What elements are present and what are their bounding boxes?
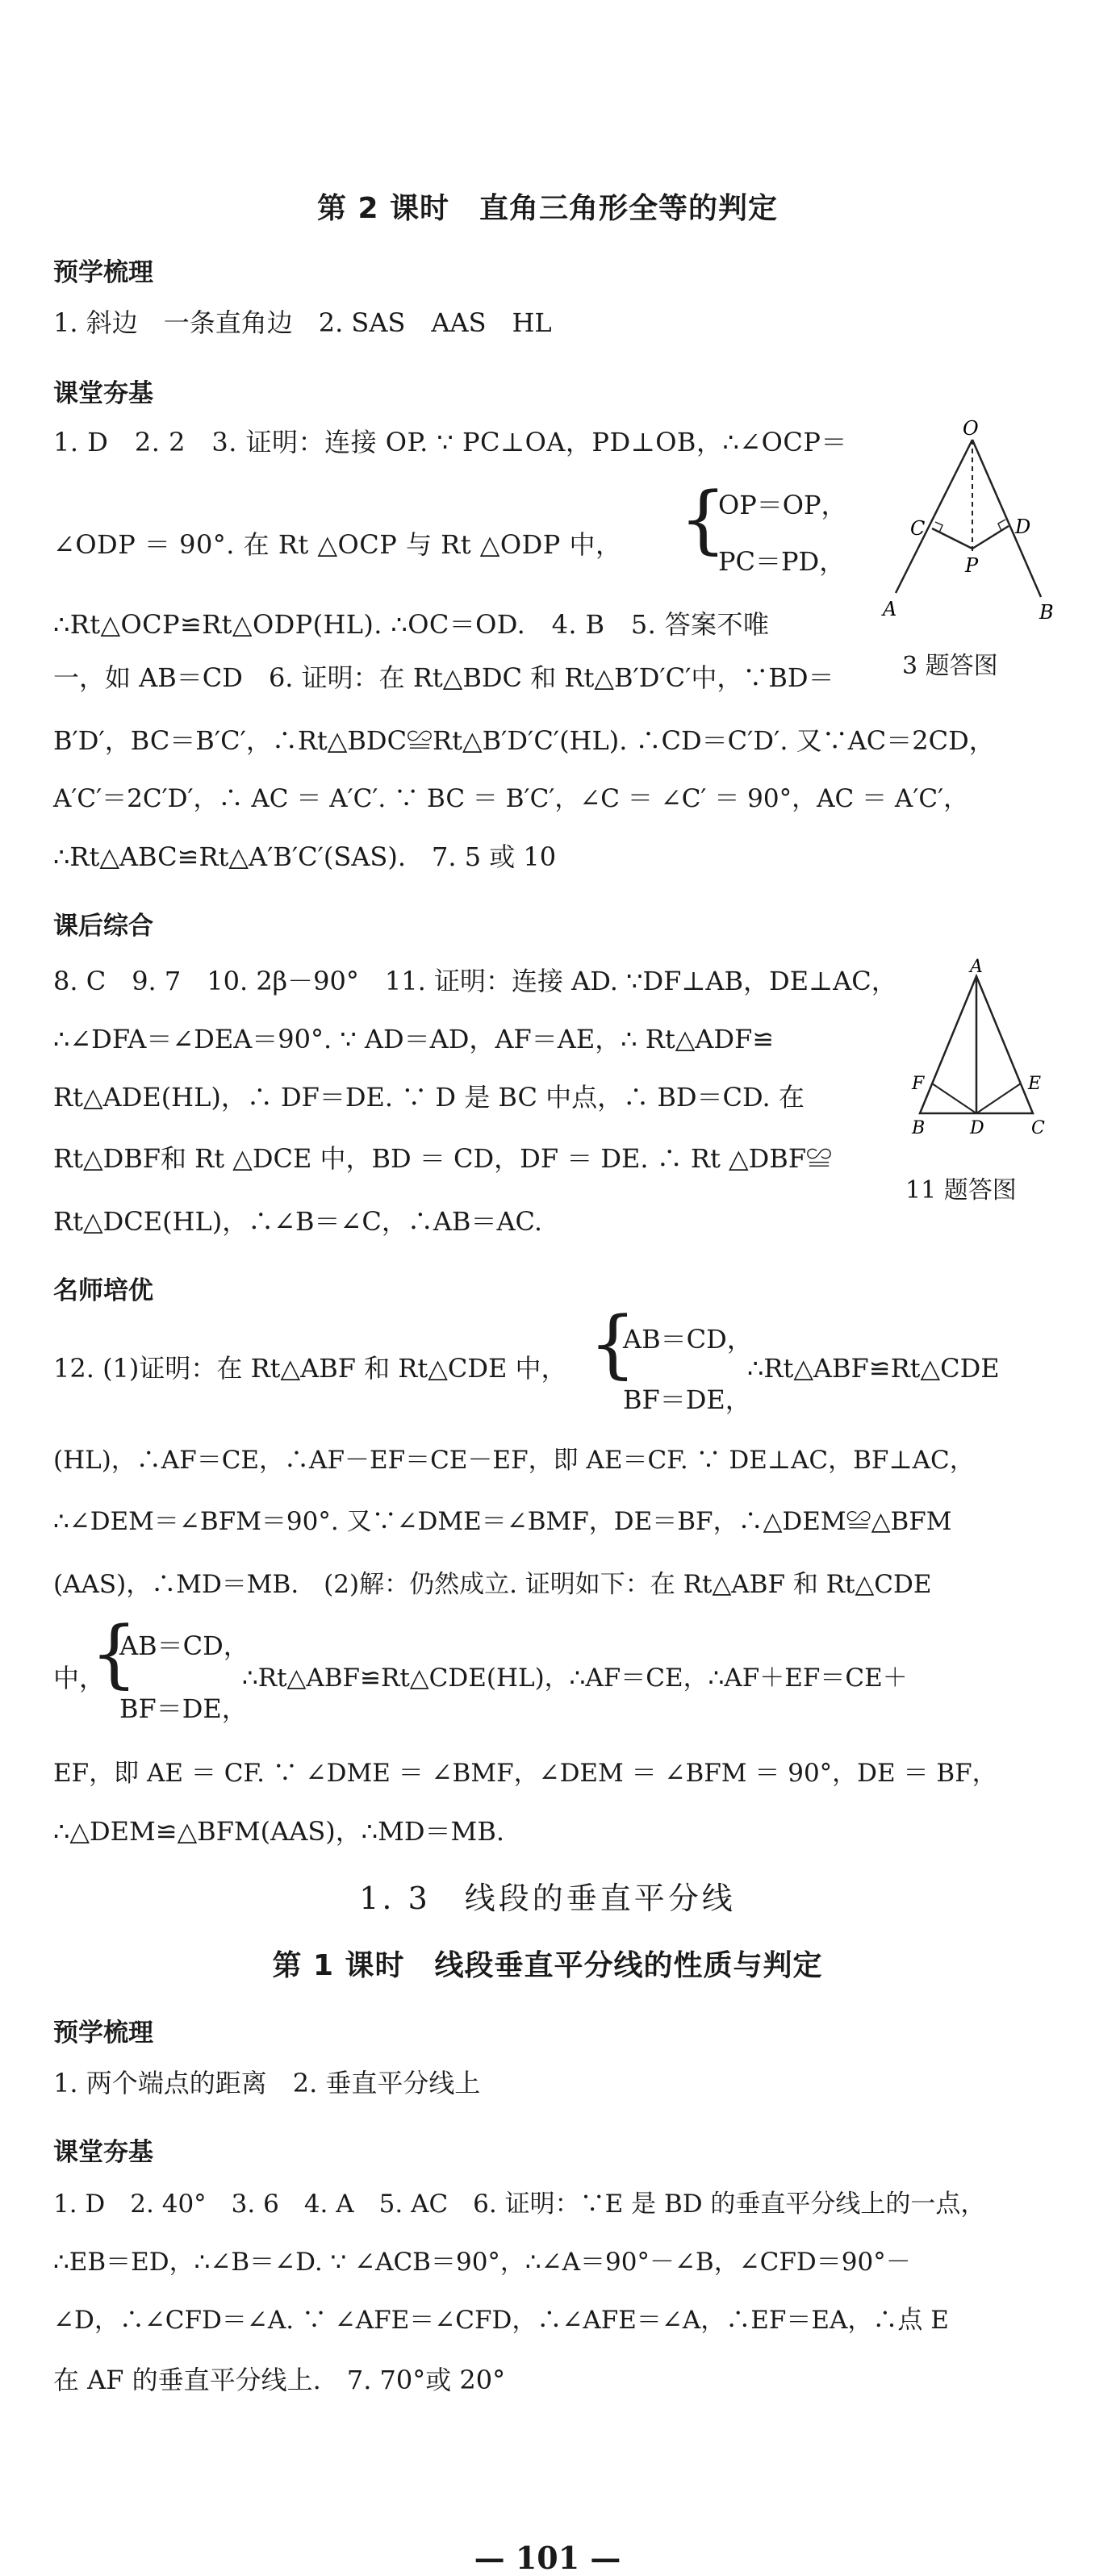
section-heading-master: 名师培优	[53, 1276, 153, 1305]
equation-system-line: OP＝OP，	[718, 490, 847, 520]
answer-line: 在 AF 的垂直平分线上. 7. 70°或 20°	[53, 2365, 506, 2395]
section-heading-after-class: 课后综合	[53, 912, 153, 941]
answer-line: Rt△ADE(HL)，∴ DF＝DE. ∵ D 是 BC 中点，∴ BD＝CD. 在	[53, 1082, 805, 1113]
section-heading-class: 课堂夯基	[53, 2138, 153, 2167]
answer-line: ∴EB＝ED，∴∠B＝∠D. ∵ ∠ACB＝90°，∴∠A＝90°－∠B，∠CFD＝90°－	[53, 2248, 911, 2277]
answer-line: Rt△DCE(HL)，∴∠B＝∠C，∴AB＝AC.	[53, 1206, 543, 1237]
answer-line: 1. D 2. 2 3. 证明：连接 OP. ∵ PC⊥OA，PD⊥OB，∴∠OCP＝	[53, 427, 847, 457]
section-heading-preview: 预学梳理	[53, 258, 153, 287]
answer-line: 1. D 2. 40° 3. 6 4. A 5. AC 6. 证明：∵E 是 BD 的垂直平分线上的一点，	[53, 2190, 986, 2219]
system-brace: {	[90, 1610, 138, 1697]
segment-de	[976, 1083, 1021, 1113]
ray-ob	[972, 440, 1041, 597]
lesson-title: 第 2 课时 直角三角形全等的判定	[316, 192, 779, 225]
label-c: C	[910, 517, 926, 540]
answer-line: (AAS)，∴MD＝MB. (2)解：仍然成立. 证明如下：在 Rt△ABF 和 Rt△CDE	[53, 1570, 932, 1599]
answer-line: EF，即 AE ＝ CF. ∵ ∠DME ＝ ∠BMF，∠DEM ＝ ∠BFM ＝ 90°，DE ＝ BF，	[53, 1759, 997, 1788]
ray-oa	[896, 440, 972, 593]
answer-line-continuation: ∴Rt△ABF≌Rt△CDE	[747, 1353, 1000, 1384]
equation-system-line: BF＝DE，	[119, 1693, 248, 1724]
answer-line: ∴Rt△ABC≌Rt△A′B′C′(SAS). 7. 5 或 10	[53, 841, 557, 872]
answer-line: 8. C 9. 7 10. 2β－90° 11. 证明：连接 AD. ∵DF⊥AB，DE⊥AC，	[53, 966, 897, 996]
answer-line: 中，	[53, 1663, 106, 1693]
answer-line: 12. (1)证明：在 Rt△ABF 和 Rt△CDE 中，	[53, 1353, 567, 1384]
segment-pd	[972, 526, 1009, 549]
label-d: D	[970, 1118, 984, 1138]
answer-line: 1. 斜边 一条直角边 2. SAS AAS HL	[53, 307, 552, 338]
figure-11-caption: 11 题答图	[905, 1176, 1017, 1204]
label-o: O	[963, 417, 979, 440]
answer-line: A′C′＝2C′D′，∴ AC ＝ A′C′. ∵ BC ＝ B′C′，∠C ＝ ∠C′ ＝ 90°，AC ＝ A′C′，	[53, 784, 969, 813]
answer-line: (HL)，∴AF＝CE，∴AF－EF＝CE－EF，即 AE＝CF. ∵ DE⊥AC，BF⊥AC，	[53, 1446, 975, 1475]
figure-3-caption: 3 题答图	[902, 652, 998, 680]
answer-line: ∴Rt△OCP≌Rt△ODP(HL). ∴OC＝OD. 4. B 5. 答案不唯	[53, 609, 770, 640]
label-b: B	[1039, 601, 1054, 624]
chapter-title: 1. 3 线段的垂直平分线	[359, 1881, 736, 1916]
segment-df	[932, 1083, 976, 1113]
system-brace: {	[679, 476, 727, 562]
segment-pc	[932, 528, 972, 549]
figure-3-diagram	[871, 415, 1073, 641]
answer-line: ∴∠DEM＝∠BFM＝90°. 又∵∠DME＝∠BMF，DE＝BF，∴△DEM≌△BFM	[53, 1507, 952, 1536]
answer-line: 一，如 AB＝CD 6. 证明：在 Rt△BDC 和 Rt△B′D′C′中，∵BD＝	[53, 662, 834, 693]
label-f: F	[912, 1074, 925, 1094]
answer-line: B′D′，BC＝B′C′，∴Rt△BDC≌Rt△B′D′C′(HL). ∴CD＝C′D′. 又∵AC＝2CD，	[53, 725, 995, 756]
equation-system-line: BF＝DE，	[623, 1384, 751, 1415]
label-p: P	[965, 554, 979, 577]
equation-system-line: AB＝CD，	[119, 1630, 249, 1661]
answer-line: ∠D，∴∠CFD＝∠A. ∵ ∠AFE＝∠CFD，∴∠AFE＝∠A，∴EF＝EA，∴点 E	[53, 2306, 949, 2335]
label-a: A	[970, 957, 983, 977]
answer-line-continuation: ∴Rt△ABF≌Rt△CDE(HL)，∴AF＝CE，∴AF＋EF＝CE＋	[242, 1664, 908, 1693]
label-e: E	[1028, 1074, 1042, 1094]
answer-line: Rt△DBF和 Rt △DCE 中，BD ＝ CD，DF ＝ DE. ∴ Rt △DBF≌	[53, 1143, 833, 1174]
answer-line: 1. 两个端点的距离 2. 垂直平分线上	[53, 2068, 481, 2098]
label-c: C	[1031, 1118, 1045, 1138]
page-number: — 101 —	[474, 2540, 621, 2576]
answer-line: ∴△DEM≌△BFM(AAS)，∴MD＝MB.	[53, 1816, 505, 1847]
label-a: A	[883, 598, 897, 620]
answer-line: ∴∠DFA＝∠DEA＝90°. ∵ AD＝AD，AF＝AE，∴ Rt△ADF≌	[53, 1024, 775, 1054]
equation-system-line: AB＝CD，	[623, 1324, 753, 1355]
section-heading-class: 课堂夯基	[53, 379, 153, 408]
figure-11-diagram	[896, 956, 1073, 1150]
section-heading-preview: 预学梳理	[53, 2019, 153, 2048]
label-b: B	[912, 1118, 926, 1138]
answer-line: ∠ODP ＝ 90°. 在 Rt △OCP 与 Rt △ODP 中，	[53, 529, 622, 560]
lesson-title: 第 1 课时 线段垂直平分线的性质与判定	[272, 1949, 823, 1982]
equation-system-line: PC＝PD，	[718, 546, 846, 577]
label-d: D	[1015, 516, 1031, 538]
system-brace: {	[589, 1301, 637, 1387]
